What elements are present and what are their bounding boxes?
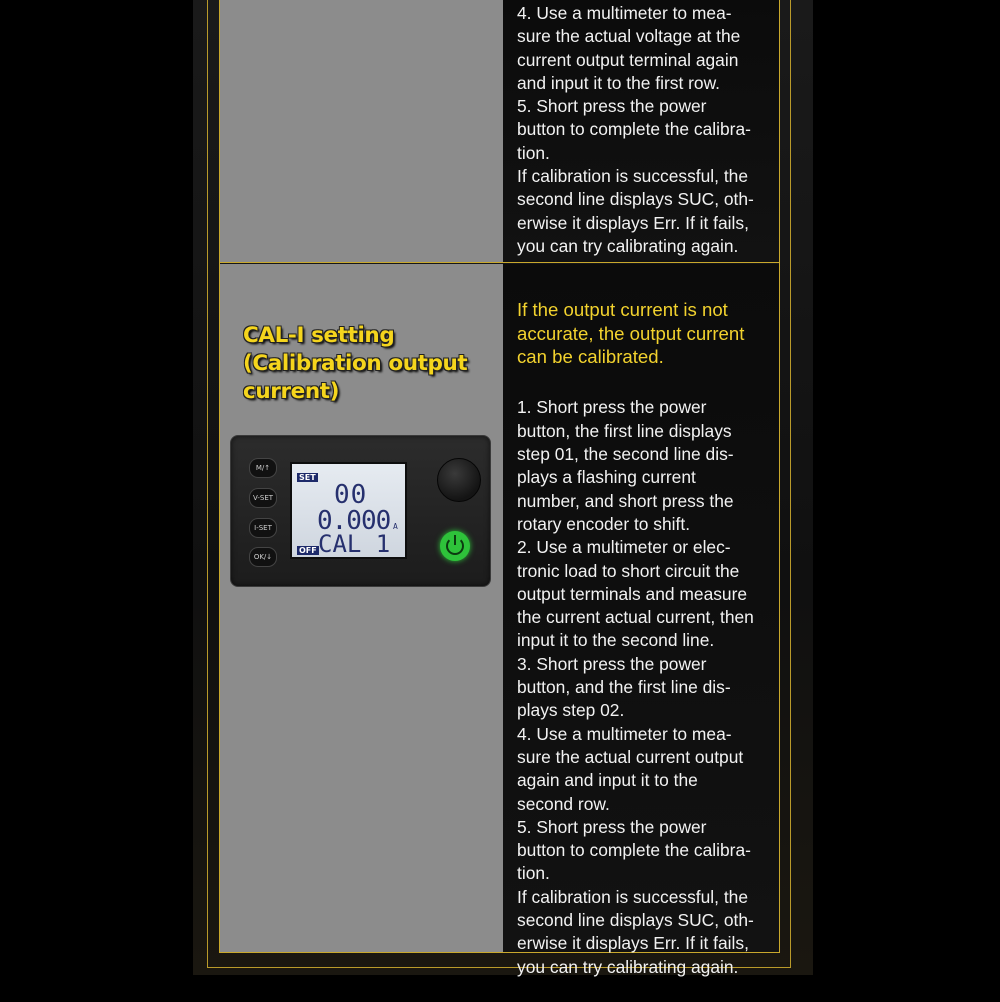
top-left-panel xyxy=(220,0,503,262)
ok-down-button: OK/↓ xyxy=(249,547,277,567)
table-border-right xyxy=(779,0,780,953)
i-set-button: I-SET xyxy=(249,518,277,538)
top-instructions: 4. Use a multimeter to mea- sure the actual voltage at the current output terminal again and input it to the first row. 5. Short press the power button to complete the calibra- tion. If calibration is successful, the second line displays SUC, oth- erwise it displays Err. If it fails, you can try calibrating again. xyxy=(517,3,754,256)
cal-i-instructions: 1. Short press the power button, the first line displays step 01, the second line dis- plays a flashing current number, and short press the rotary encoder to shift. 2. Use a multimeter or elec- tronic load to short circuit the output terminals and measure the current actual current, then input it to the second line. 3. Short press the power button, and the first line dis- plays step 02. 4. Use a multimeter to mea- sure the actual current output again and input it to the second row. 5. Short press the power button to complete the calibra- tion. If calibration is successful, the second line displays SUC, oth- erwise it displays Err. If it fails, you can try calibrating again. xyxy=(517,397,754,977)
table-row-divider xyxy=(219,262,780,263)
lcd-off-tag: OFF xyxy=(299,546,317,555)
rotary-knob-icon xyxy=(437,458,481,502)
power-supply-device xyxy=(230,435,491,587)
lcd-unit: A xyxy=(393,522,399,531)
v-set-button: V-SET xyxy=(249,488,277,508)
cal-i-title: CAL-I setting (Calibration output current) xyxy=(243,323,468,404)
m-up-button: M/↑ xyxy=(249,458,277,478)
lcd-line3: CAL 1 xyxy=(318,530,391,558)
lcd-set-tag: SET xyxy=(299,473,316,482)
cal-i-highlight: If the output current is not accurate, the output current can be calibrated. xyxy=(517,299,745,367)
power-icon xyxy=(440,531,470,561)
cal-i-text xyxy=(517,275,779,1002)
power-bar xyxy=(454,535,456,545)
table-border-left xyxy=(219,0,220,953)
lcd-line2: 0.000 xyxy=(317,506,391,536)
lcd-screen xyxy=(290,462,407,559)
lcd-line1: 00 xyxy=(334,480,368,510)
